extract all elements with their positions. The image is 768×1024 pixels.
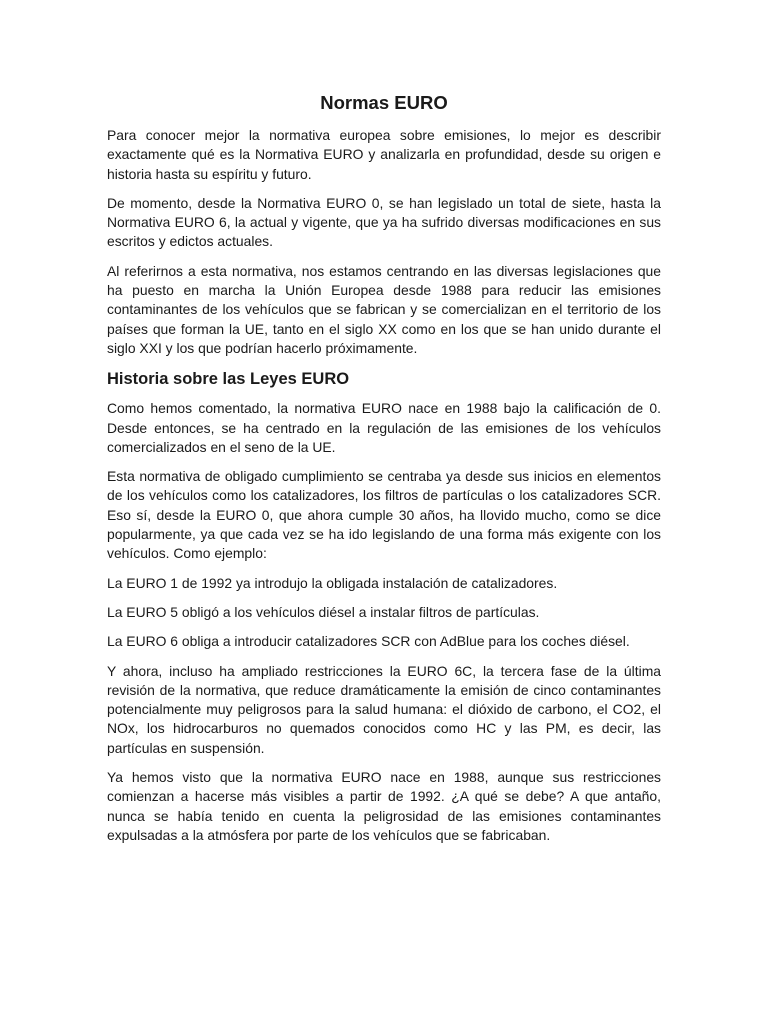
- section-paragraph-6: Y ahora, incluso ha ampliado restricciones la EURO 6C, la tercera fase de la última revisión de la normativa, que reduce dramáticamente la emisión de cinco contaminantes potencialmente muy peligrosos para la salud humana: el dióxido de carbono, el CO2, el NOx, los hidrocarburos no quemados conocidos como HC y las PM, es decir, las partículas en suspensión.: [107, 662, 661, 756]
- section-paragraph-3: La EURO 1 de 1992 ya introdujo la obligada instalación de catalizadores.: [107, 574, 558, 591]
- section-paragraph-7: Ya hemos visto que la normativa EURO nace en 1988, aunque sus restricciones comienzan a hacerse más visibles a partir de 1992. ¿A qué se debe? A que antaño, nunca se había tenido en cuenta la peligrosidad de las emisiones contaminantes expulsadas a la atmósfera por parte de los vehículos que se fabricaban.: [107, 769, 661, 843]
- intro-paragraph-3: Al referirnos a esta normativa, nos estamos centrando en las diversas legislaciones que ha puesto en marcha la Unión Europea desde 1988 para reducir las emisiones contaminantes de los vehículos que se fabrican y se comercializan en el territorio de los países que forman la UE, tanto en el siglo XX como en los que se han unido durante el siglo XXI y los que podrían hacerlo próximamente.: [107, 262, 661, 356]
- section-paragraph-1: Como hemos comentado, la normativa EURO nace en 1988 bajo la calificación de 0. Desde entonces, se ha centrado en la regulación de las emisiones de los vehículos comercializados en el seno de la UE.: [107, 400, 661, 455]
- document-title: Normas EURO: [320, 92, 448, 113]
- intro-paragraph-1: Para conocer mejor la normativa europea sobre emisiones, lo mejor es describir exactamente qué es la Normativa EURO y analizarla en profundidad, desde su origen e historia hasta su espíritu y futuro.: [107, 127, 661, 182]
- section-heading: Historia sobre las Leyes EURO: [107, 370, 350, 389]
- section-paragraph-2: Esta normativa de obligado cumplimiento se centraba ya desde sus inicios en elementos de los vehículos como los catalizadores, los filtros de partículas o los catalizadores SCR. Eso sí, desde la EURO 0, que ahora cumple 30 años, ha llovido mucho, como se dice popularmente, ya que cada vez se ha ido legislando de una forma más exigente con los vehículos. Como ejemplo:: [107, 468, 661, 562]
- document-page: [107, 90, 661, 855]
- intro-paragraph-2: De momento, desde la Normativa EURO 0, se han legislado un total de siete, hasta la Normativa EURO 6, la actual y vigente, que ya ha sufrido diversas modificaciones en sus escritos y edictos actuales.: [107, 194, 661, 250]
- section-paragraph-4: La EURO 5 obligó a los vehículos diésel a instalar filtros de partículas.: [107, 603, 540, 620]
- section-paragraph-5: La EURO 6 obliga a introducir catalizadores SCR con AdBlue para los coches diésel.: [107, 633, 630, 650]
